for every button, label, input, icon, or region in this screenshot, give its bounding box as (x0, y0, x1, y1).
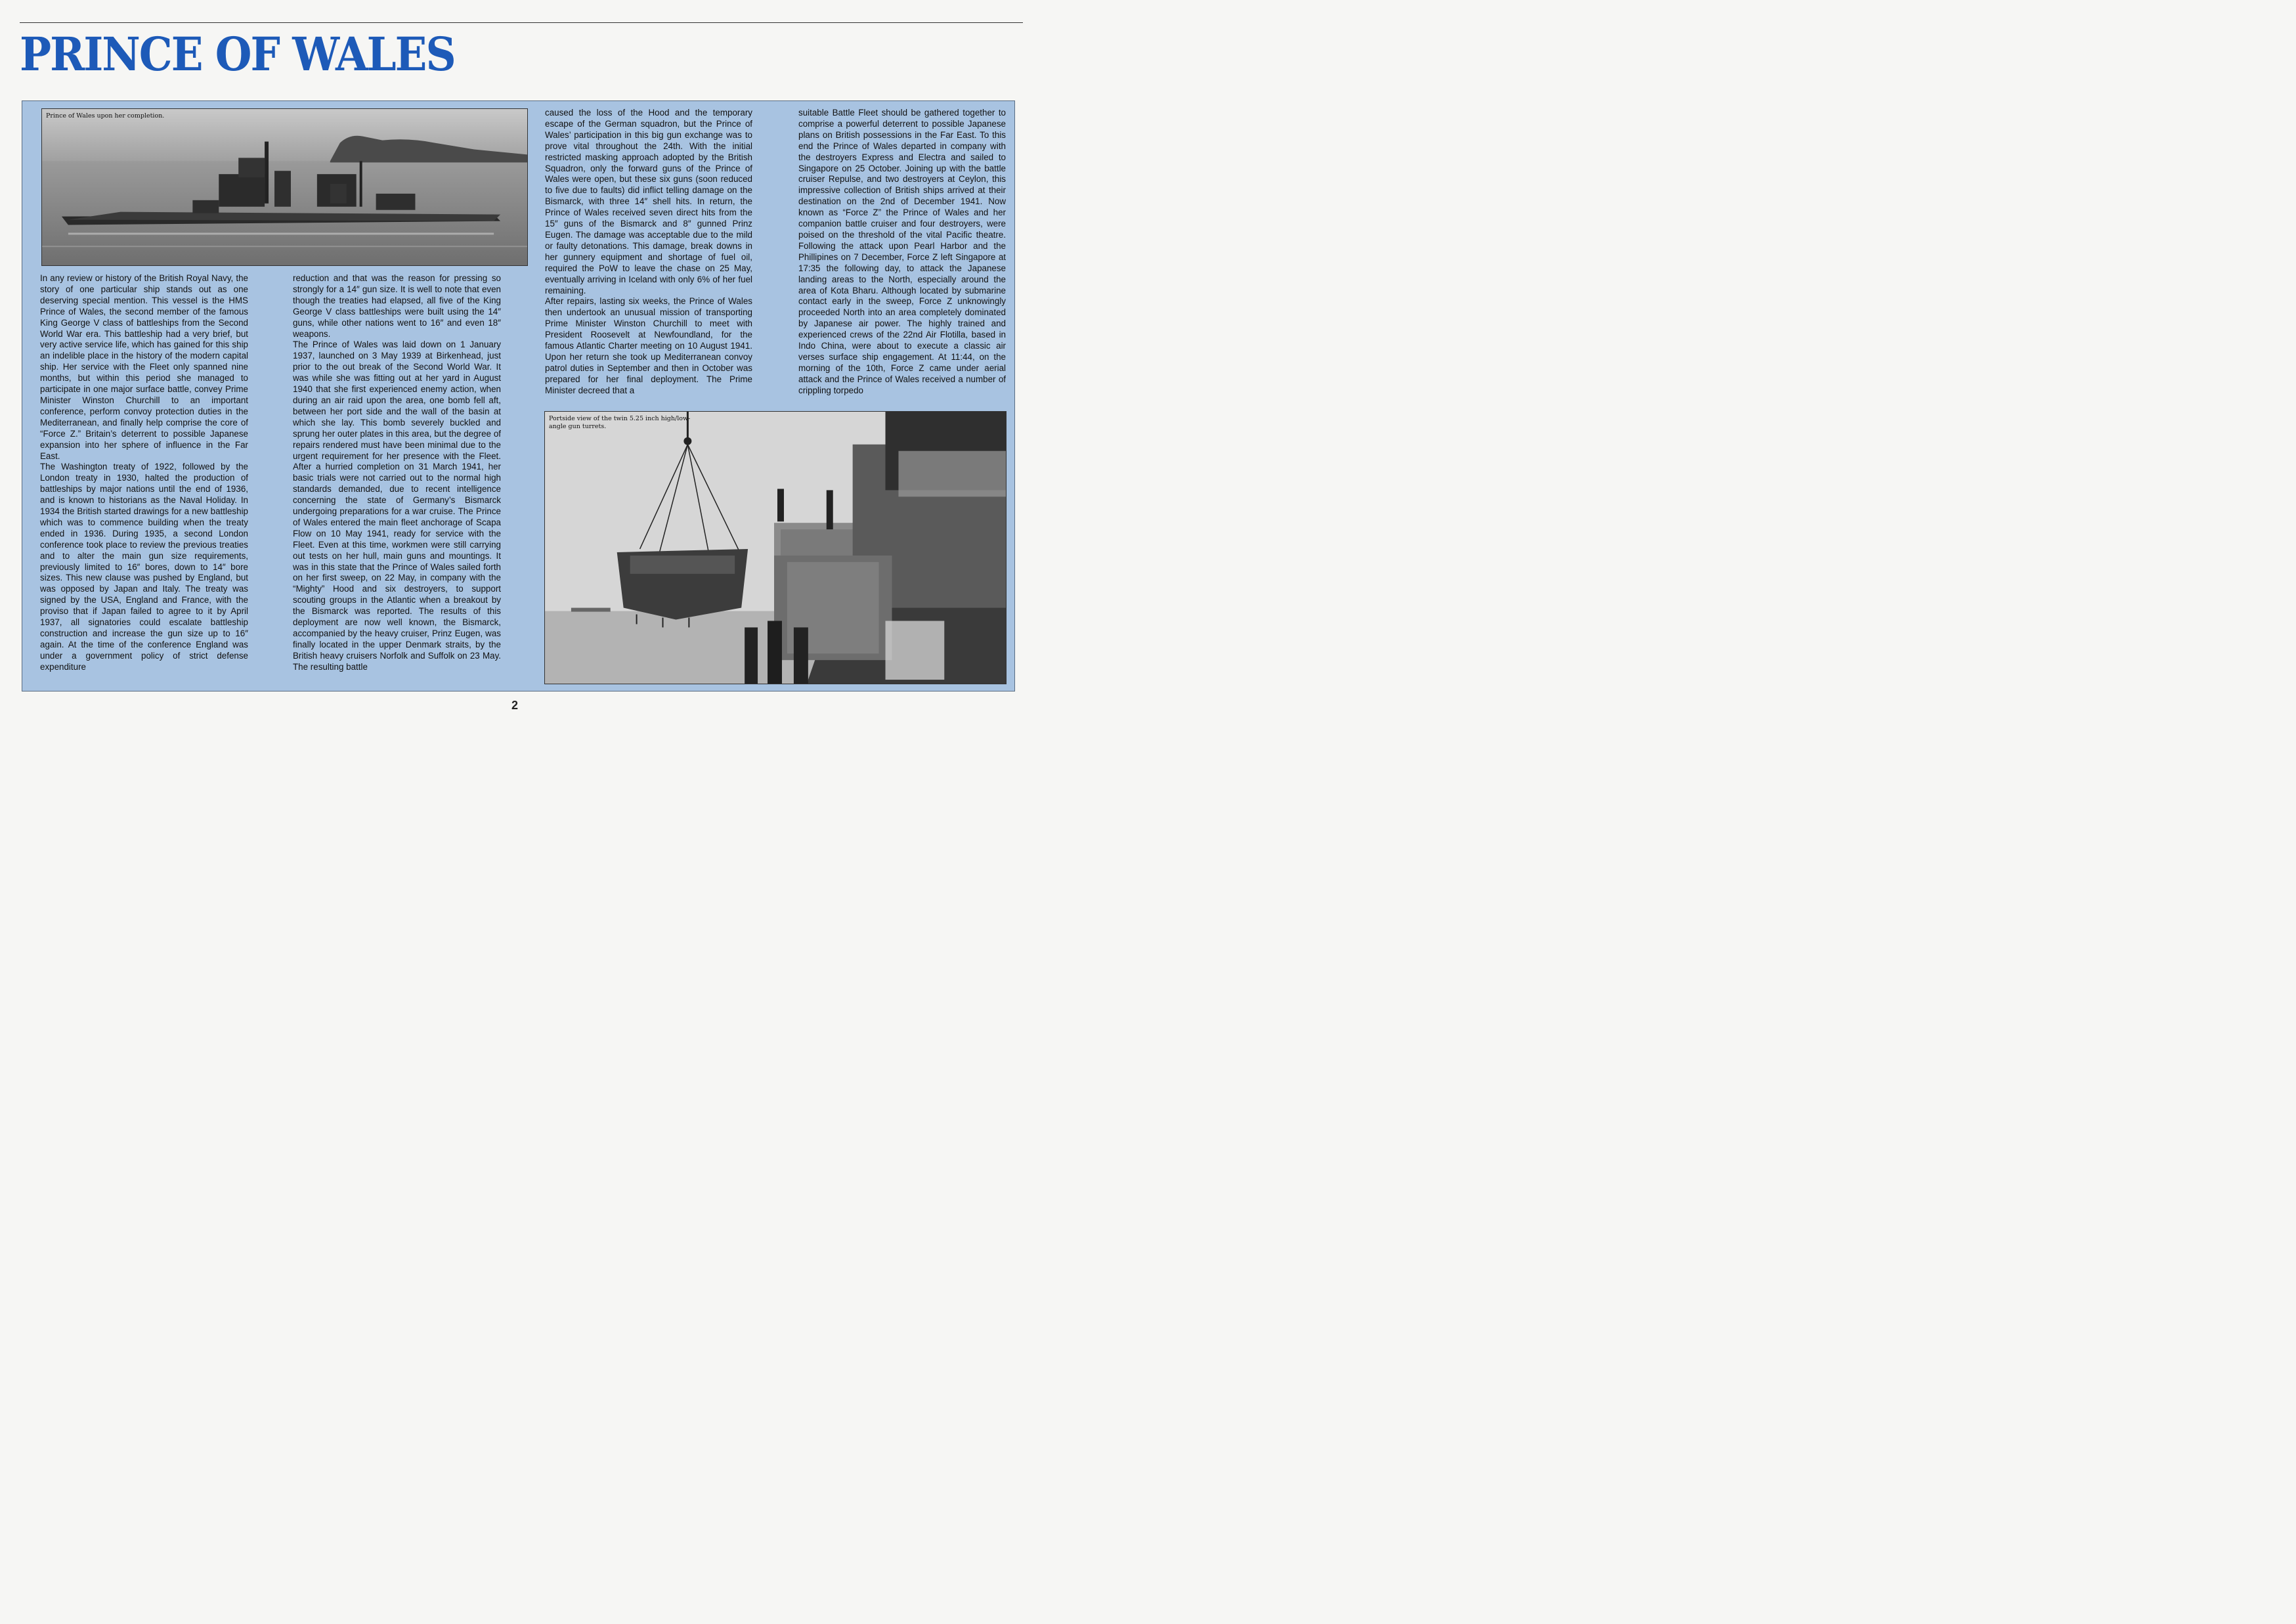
article-column-4 (798, 108, 1006, 407)
turret-image (545, 412, 1006, 684)
article-column-2 (293, 273, 501, 684)
turret-photo (544, 411, 1007, 684)
page-title: PRINCE OF WALES (20, 28, 455, 82)
top-rule (20, 22, 1023, 23)
ship-photo (41, 108, 528, 266)
paragraph: suitable Battle Fleet should be gathered together to comprise a powerful deterrent to possible Japanese plans on British possessions in the Far East. To this end the Prince of Wales departed in company with the destroyers Express and Electra and sailed to Singapore on 25 October. Joining up with the battle cruiser Repulse, and two destroyers at Ceylon, this impressive collection of British ships arrived at their destination on the 2nd of December 1941. Now known as “Force Z” the Prince of Wales and her companion battle cruiser and four destroyers, were poised on the threshold of the vital Pacific theatre. Following the attack upon Pearl Harbor and the Phillipines on 7 December, Force Z left Singapore at 17:35 the following day, to attack the Japanese landing areas to the North, especially around the area of Kota Bharu. Although located by submarine contact early in the sweep, Force Z unknowingly proceeded North into an area completely dominated by Japanese air power. The highly trained and experienced crews of the 22nd Air Flotilla, based in Indo China, were about to execute a classic air verses surface ship engagement. At 11:44, on the morning of the 10th, Force Z came under aerial attack and the Prince of Wales received a number of crippling torpedo (798, 108, 1006, 395)
page-number: 2 (511, 699, 518, 712)
paragraph: The Prince of Wales was laid down on 1 January 1937, launched on 3 May 1939 at Birkenhead, just prior to the out break of the Second World War. It was while she was fitting out at her yard in August 1940 that she first experienced enemy action, when during an air raid upon the area, one bomb fell aft, between her port side and the wall of the basin at which she lay. This bomb severely buckled and sprung her outer plates in this area, but the degree of repairs rendered must have been minimal due to the urgent requirement for her presence with the Fleet. After a hurried completion on 31 March 1941, her basic trials were not carried out to the normal high standards demanded, due to recent intelligence concerning the state of Germany’s Bismarck undergoing preparations for a war cruise. The Prince of Wales entered the main fleet anchorage of Scapa Flow on 10 May 1941, ready for service with the Fleet. Even at this time, workmen were still carrying out tests on her hull, main guns and mountings. It was in this state that the Prince of Wales sailed forth on her first sweep, on 22 May, in company with the “Mighty” Hood and six destroyers, to support scouting groups in the Atlantic when a breakout by the Bismarck was reported. The results of this deployment are now well known, the Bismarck, accompanied by the heavy cruiser, Prinz Eugen, was finally located in the upper Denmark straits, by the British heavy cruisers Norfolk and Suffolk on 23 May. The resulting battle (293, 340, 501, 672)
paragraph: reduction and that was the reason for pressing so strongly for a 14″ gun size. It is well to note that even though the treaties had elapsed, all five of the King George V class battleships were built using the 14″ guns, while other nations went to 16″ and even 18″ weapons. (293, 273, 501, 339)
article-column-1 (40, 273, 248, 684)
paragraph: In any review or history of the British Royal Navy, the story of one particular ship stands out as one deserving special mention. This vessel is the HMS Prince of Wales, the second member of the famous King George V class of battleships from the Second World War era. This battleship had a very brief, but very active service life, which has gained for this ship an indelible place in the history of the modern capital ship. Her service with the Fleet only spanned nine months, but within this period she managed to participate in one major surface battle, convey Prime Minister Winston Churchill to an important conference, perform convoy protection duties in the Mediterranean, and finally help comprise the core of “Force Z.” Britain’s deterrent to possible Japanese expansion into her sphere of influence in the Far East. (40, 273, 248, 461)
article-panel (22, 100, 1015, 691)
turret-photo-caption: Portside view of the twin 5.25 inch high/low- angle gun turrets. (549, 415, 691, 430)
ship-photo-caption: Prince of Wales upon her completion. (46, 112, 165, 120)
article-column-3 (545, 108, 752, 407)
paragraph: The Washington treaty of 1922, followed by the London treaty in 1930, halted the production of battleships by major nations until the end of 1936, and is known to historians as the Naval Holiday. In 1934 the British started drawings for a new battleship which was to commence building when the treaty ended in 1936. During 1935, a second London conference took place to review the previous treaties and to alter the main gun size requirements, previously limited to 16″ bores, down to 14″ bore sizes. This new clause was pushed by England, but was opposed by Japan and Italy. The treaty was signed by the USA, England and France, with the proviso that if Japan failed to agree to it by April 1937, all signatories could escalate battleship construction and increase the gun size up to 16″ again. At the time of the conference England was under a government policy of strict defense expenditure (40, 462, 248, 672)
paragraph: After repairs, lasting six weeks, the Prince of Wales then undertook an unusual mission of transporting Prime Minister Winston Churchill to meet with President Roosevelt at Newfoundland, for the famous Atlantic Charter meeting on 10 August 1941. Upon her return she took up Mediterranean convoy patrol duties in September and then in October was prepared for her final deployment. The Prime Minister decreed that a (545, 296, 752, 395)
paragraph: caused the loss of the Hood and the temporary escape of the German squadron, but the Prince of Wales’ participation in this big gun exchange was to prove vital throughout the 24th. With the initial restricted masking approach adopted by the British Squadron, only the forward guns of the Prince of Wales were open, but these six guns (soon reduced to five due to faults) did inflict telling damage on the Bismarck, with three 14″ shell hits. In return, the Prince of Wales received seven direct hits from the 15″ guns of the Bismarck and 8″ gunned Prinz Eugen. The damage was acceptable due to the mild or faulty detonations. This damage, break downs in her gunnery equipment and shortage of fuel oil, required the PoW to leave the chase on 25 May, eventually arriving in Iceland with only 6% of her fuel remaining. (545, 108, 752, 296)
ship-image (42, 109, 527, 265)
